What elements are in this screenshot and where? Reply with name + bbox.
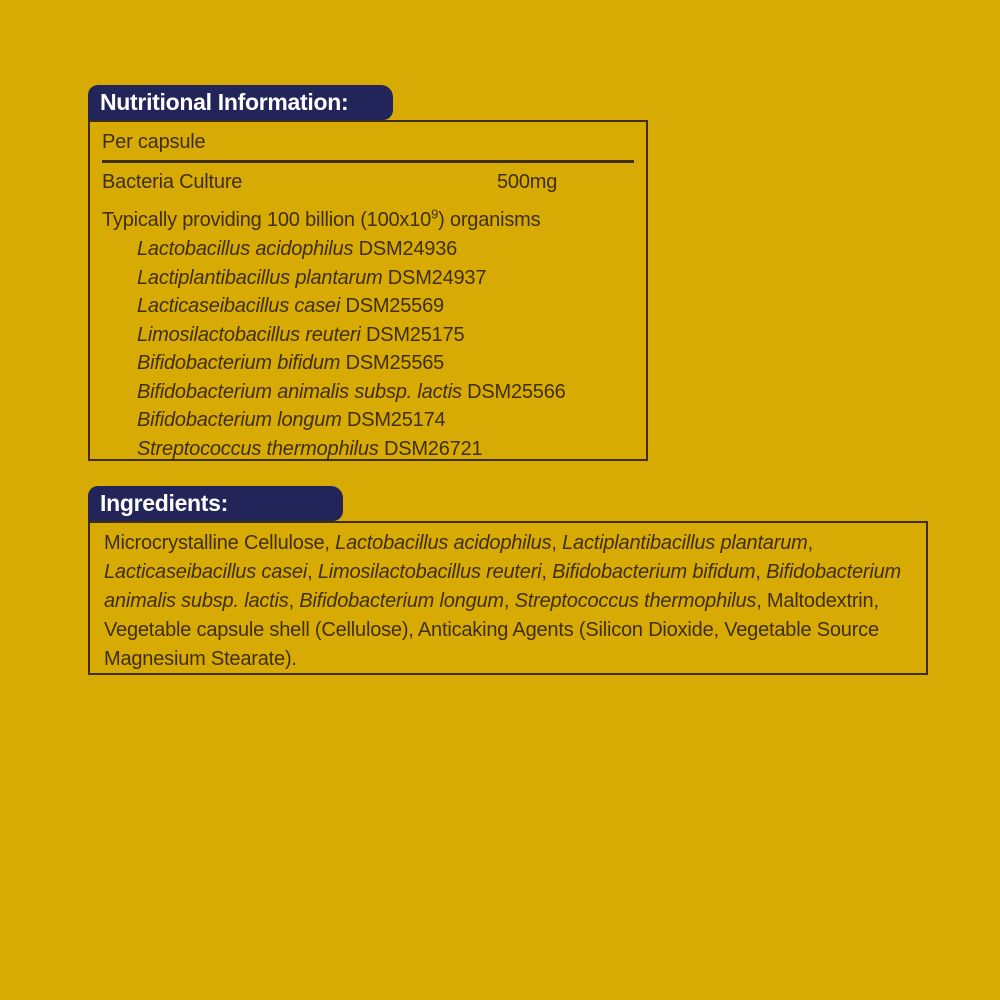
providing-prefix: Typically providing 100 billion (100x10: [102, 209, 432, 231]
ingredient-text-segment: , Maltodextrin, Vegetable capsule shell (Cellulose), Anticaking Agents (Silicon Dioxide, Vegetable Source Magnesium Stearate).: [104, 590, 879, 670]
organism-code: DSM25175: [360, 323, 465, 346]
providing-suffix: ) organisms: [438, 209, 541, 231]
ingredient-organism-segment: Lacticaseibacillus casei: [104, 561, 308, 583]
organism-code: DSM25174: [341, 409, 446, 431]
ingredient-text-segment: ,: [807, 532, 813, 554]
ingredient-organism-segment: Bifidobacterium animalis subsp. lactis: [104, 561, 901, 612]
bacteria-culture-label: Bacteria Culture: [102, 171, 243, 193]
ingredient-text-segment: ,: [551, 532, 563, 554]
ingredient-text-segment: ,: [755, 561, 767, 583]
ingredients-box: [88, 521, 928, 675]
organism-code: DSM24937: [382, 266, 487, 289]
organism-line: [137, 321, 634, 350]
organism-name: Bifidobacterium longum: [137, 409, 342, 431]
per-capsule-label: Per capsule: [102, 131, 206, 153]
nutrition-box: [88, 120, 648, 461]
organism-name: Limosilactobacillus reuteri: [137, 323, 361, 346]
ingredient-text-segment: ,: [288, 590, 300, 612]
organism-code: DSM25566: [461, 380, 566, 403]
ingredient-text-segment: ,: [503, 590, 515, 612]
organism-line: [137, 235, 634, 264]
ingredients-panel: [88, 486, 928, 675]
ingredients-header-badge: [88, 486, 343, 521]
organism-code: DSM24936: [353, 238, 458, 260]
organism-line: [137, 264, 634, 293]
ingredient-organism-segment: Limosilactobacillus reuteri: [317, 561, 542, 583]
ingredient-organism-segment: Lactobacillus acidophilus: [335, 532, 552, 554]
ingredients-header-title: Ingredients:: [100, 490, 229, 516]
organism-line: [137, 292, 634, 321]
organism-name: Lacticaseibacillus casei: [137, 295, 341, 317]
organism-line: [137, 435, 634, 464]
organism-code: DSM26721: [378, 437, 483, 460]
nutrition-header-badge: [88, 85, 393, 120]
organism-code: DSM25569: [340, 295, 444, 317]
organism-name: Bifidobacterium bifidum: [137, 352, 341, 374]
ingredient-text-segment: Microcrystalline Cellulose,: [104, 532, 336, 554]
divider-rule: [102, 160, 634, 163]
ingredient-text-segment: ,: [541, 561, 553, 583]
providing-line: [102, 207, 634, 234]
bacteria-culture-row: [102, 169, 634, 196]
providing-superscript: 9: [431, 206, 439, 222]
organism-name: Lactobacillus acidophilus: [137, 238, 354, 260]
ingredients-text: [104, 529, 912, 674]
organism-list: [102, 235, 634, 463]
organism-name: Bifidobacterium animalis subsp. lactis: [137, 380, 462, 403]
nutrition-panel: [88, 85, 648, 461]
organism-line: [137, 406, 634, 435]
bacteria-culture-value: 500mg: [497, 171, 558, 193]
organism-name: Lactiplantibacillus plantarum: [137, 266, 383, 289]
organism-line: [137, 349, 634, 378]
ingredient-organism-segment: Bifidobacterium bifidum: [552, 561, 756, 583]
ingredient-organism-segment: Streptococcus thermophilus: [514, 590, 757, 612]
organism-name: Streptococcus thermophilus: [137, 437, 379, 460]
ingredient-text-segment: ,: [307, 561, 318, 583]
ingredient-organism-segment: Lactiplantibacillus plantarum: [562, 532, 808, 554]
ingredient-organism-segment: Bifidobacterium longum: [299, 590, 504, 612]
organism-code: DSM25565: [340, 352, 445, 374]
nutrition-header-title: Nutritional Information:: [100, 89, 349, 115]
organism-line: [137, 378, 634, 407]
